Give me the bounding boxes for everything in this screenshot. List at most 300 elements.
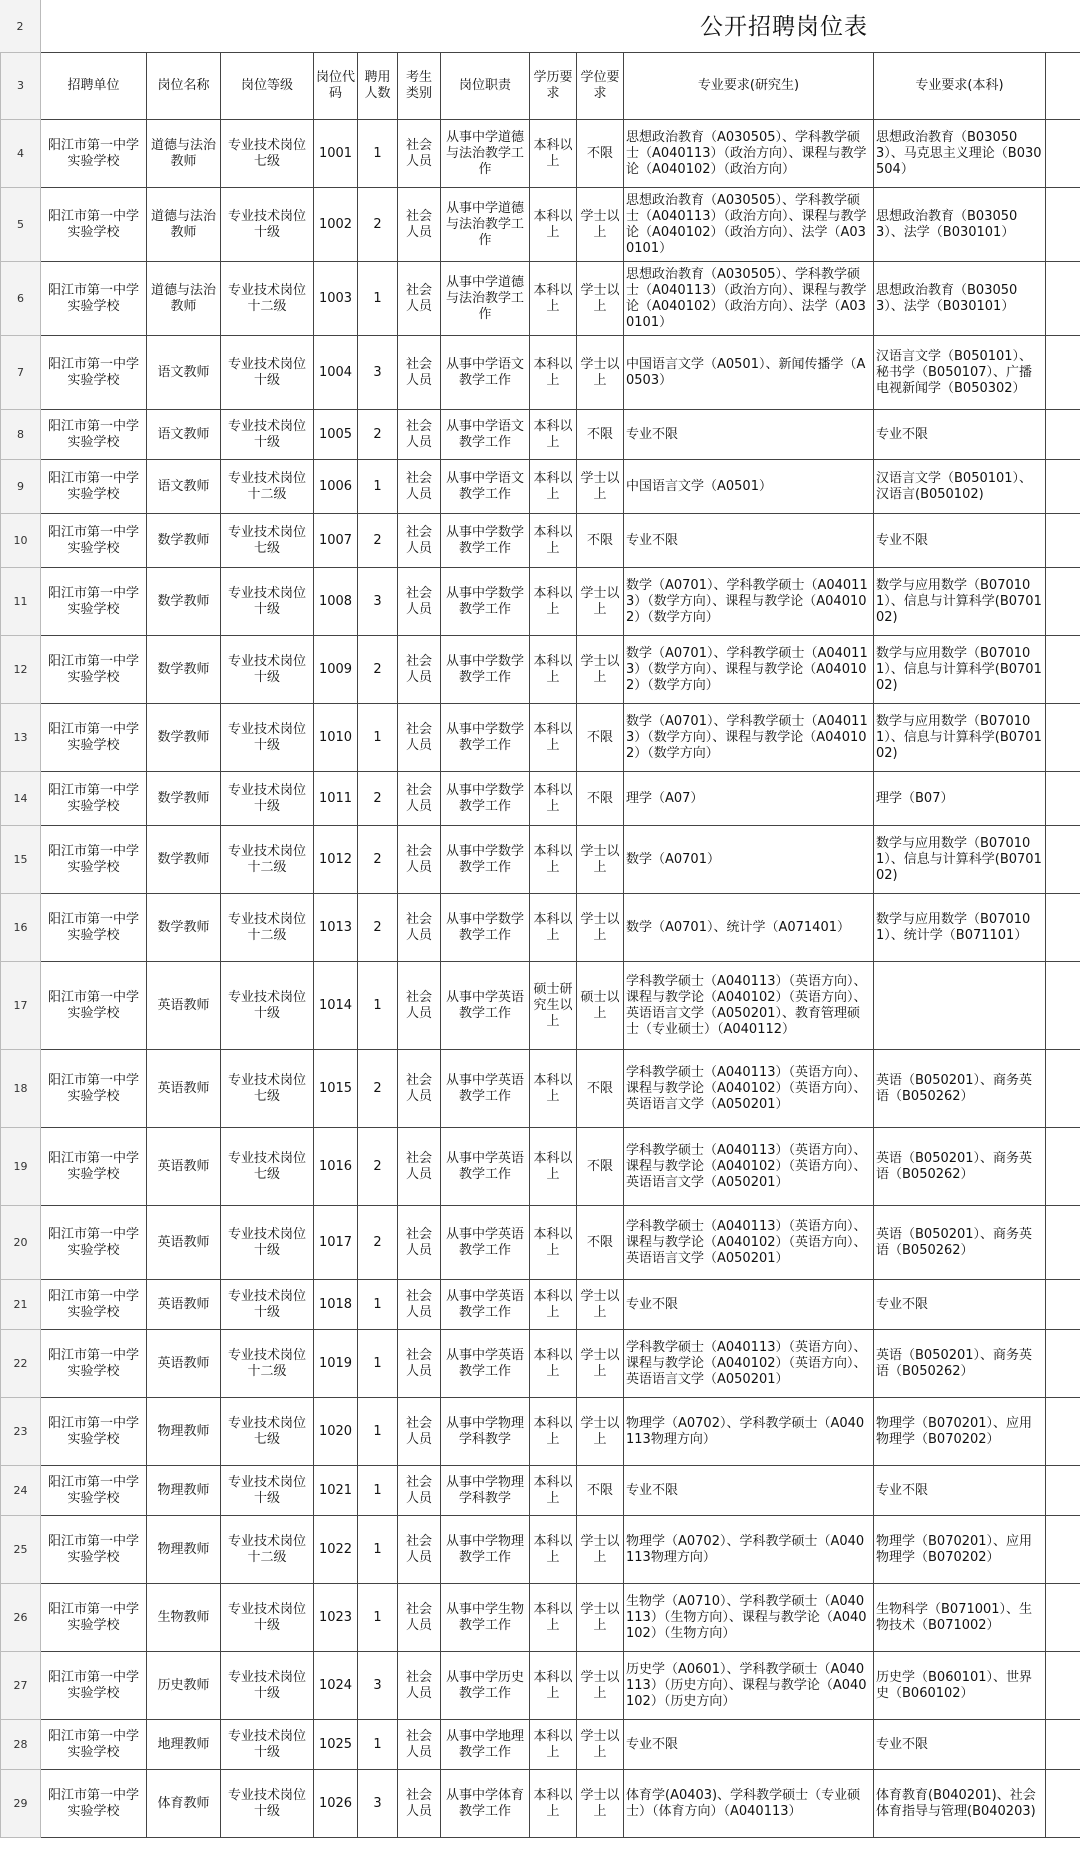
empty-cell (1046, 962, 1080, 1050)
grad-major-cell: 专业不限 (624, 514, 874, 568)
education-cell: 本科以上 (530, 568, 577, 636)
grad-major-cell: 中国语言文学（A0501）、新闻传播学（A0503） (624, 336, 874, 410)
count-cell: 2 (358, 1050, 398, 1128)
duty-cell: 从事中学道德与法治教学工作 (441, 262, 530, 336)
position-cell: 数学教师 (147, 894, 221, 962)
code-cell: 1008 (314, 568, 358, 636)
degree-cell: 不限 (577, 1466, 624, 1516)
position-cell: 数学教师 (147, 826, 221, 894)
duty-cell: 从事中学英语教学工作 (441, 1206, 530, 1280)
count-cell: 2 (358, 1206, 398, 1280)
row-number: 9 (1, 460, 41, 514)
level-cell: 专业技术岗位十级 (221, 1206, 314, 1280)
grad-major-cell: 数学（A0701）、学科教学硕士（A040113）（数学方向）、课程与教学论（A040102）（数学方向） (624, 636, 874, 704)
level-cell: 专业技术岗位十级 (221, 1466, 314, 1516)
duty-cell: 从事中学英语教学工作 (441, 1128, 530, 1206)
empty-cell (1046, 1720, 1080, 1770)
degree-cell: 学士以上 (577, 1584, 624, 1652)
empty-cell (1046, 1398, 1080, 1466)
count-cell: 2 (358, 410, 398, 460)
empty-cell (1046, 1330, 1080, 1398)
position-cell: 英语教师 (147, 1128, 221, 1206)
code-cell: 1001 (314, 120, 358, 188)
code-cell: 1015 (314, 1050, 358, 1128)
category-cell: 社会人员 (398, 1652, 441, 1720)
table-row (1, 1652, 1080, 1720)
row-number: 13 (1, 704, 41, 772)
duty-cell: 从事中学物理学科教学 (441, 1398, 530, 1466)
count-cell: 1 (358, 1280, 398, 1330)
category-cell: 社会人员 (398, 1280, 441, 1330)
level-cell: 专业技术岗位十级 (221, 1720, 314, 1770)
position-cell: 道德与法治教师 (147, 262, 221, 336)
education-cell: 本科以上 (530, 262, 577, 336)
table-row (1, 514, 1080, 568)
table-row (1, 262, 1080, 336)
level-cell: 专业技术岗位十级 (221, 636, 314, 704)
duty-cell: 从事中学英语教学工作 (441, 1330, 530, 1398)
grad-major-cell: 思想政治教育（A030505）、学科教学硕士（A040113）（政治方向）、课程与教学论（A040102）（政治方向）、法学（A030101） (624, 262, 874, 336)
header-cell: 招聘单位 (41, 53, 147, 120)
code-cell: 1002 (314, 188, 358, 262)
empty-cell (1046, 826, 1080, 894)
table-row (1, 636, 1080, 704)
duty-cell: 从事中学英语教学工作 (441, 962, 530, 1050)
row-number: 19 (1, 1128, 41, 1206)
level-cell: 专业技术岗位十级 (221, 1280, 314, 1330)
duty-cell: 从事中学英语教学工作 (441, 1280, 530, 1330)
level-cell: 专业技术岗位十级 (221, 1652, 314, 1720)
undergrad-major-cell: 专业不限 (874, 410, 1046, 460)
header-cell: 考生类别 (398, 53, 441, 120)
code-cell: 1011 (314, 772, 358, 826)
position-cell: 英语教师 (147, 1050, 221, 1128)
position-cell: 数学教师 (147, 704, 221, 772)
row-number: 25 (1, 1516, 41, 1584)
count-cell: 1 (358, 1516, 398, 1584)
undergrad-major-cell: 数学与应用数学（B070101）、信息与计算科学(B070102) (874, 636, 1046, 704)
duty-cell: 从事中学语文教学工作 (441, 410, 530, 460)
education-cell: 本科以上 (530, 1770, 577, 1838)
position-cell: 数学教师 (147, 568, 221, 636)
level-cell: 专业技术岗位十二级 (221, 894, 314, 962)
empty-cell (1046, 1466, 1080, 1516)
level-cell: 专业技术岗位十二级 (221, 1330, 314, 1398)
grad-major-cell: 学科教学硕士（A040113）（英语方向）、课程与教学论（A040102）（英语方向）、英语语言文学（A050201）、教育管理硕士（专业硕士）（A040112） (624, 962, 874, 1050)
education-cell: 本科以上 (530, 514, 577, 568)
education-cell: 本科以上 (530, 1466, 577, 1516)
recruitment-table (0, 52, 1080, 1838)
table-row (1, 772, 1080, 826)
degree-cell: 学士以上 (577, 1398, 624, 1466)
empty-cell (1046, 568, 1080, 636)
undergrad-major-cell: 数学与应用数学（B070101）、信息与计算科学(B070102) (874, 826, 1046, 894)
table-row (1, 1206, 1080, 1280)
category-cell: 社会人员 (398, 1330, 441, 1398)
unit-cell: 阳江市第一中学实验学校 (41, 1128, 147, 1206)
duty-cell: 从事中学数学教学工作 (441, 514, 530, 568)
code-cell: 1014 (314, 962, 358, 1050)
grad-major-cell: 体育学(A0403)、学科教学硕士（专业硕士）（体育方向）（A040113） (624, 1770, 874, 1838)
empty-cell (1046, 410, 1080, 460)
position-cell: 英语教师 (147, 1280, 221, 1330)
degree-cell: 学士以上 (577, 1720, 624, 1770)
unit-cell: 阳江市第一中学实验学校 (41, 262, 147, 336)
row-number: 29 (1, 1770, 41, 1838)
grad-major-cell: 物理学（A0702）、学科教学硕士（A040113物理方向） (624, 1516, 874, 1584)
row-number: 28 (1, 1720, 41, 1770)
unit-cell: 阳江市第一中学实验学校 (41, 1050, 147, 1128)
count-cell: 1 (358, 1720, 398, 1770)
education-cell: 本科以上 (530, 1280, 577, 1330)
row-number: 21 (1, 1280, 41, 1330)
undergrad-major-cell: 物理学（B070201）、应用物理学（B070202） (874, 1516, 1046, 1584)
undergrad-major-cell: 体育教育(B040201)、社会体育指导与管理(B040203) (874, 1770, 1046, 1838)
category-cell: 社会人员 (398, 460, 441, 514)
header-cell: 学历要求 (530, 53, 577, 120)
empty-cell (1046, 772, 1080, 826)
degree-cell: 不限 (577, 704, 624, 772)
degree-cell: 学士以上 (577, 568, 624, 636)
undergrad-major-cell: 汉语言文学（B050101）、秘书学（B050107）、广播电视新闻学（B050302） (874, 336, 1046, 410)
unit-cell: 阳江市第一中学实验学校 (41, 460, 147, 514)
undergrad-major-cell: 思想政治教育（B030503）、法学（B030101） (874, 262, 1046, 336)
category-cell: 社会人员 (398, 120, 441, 188)
table-row (1, 894, 1080, 962)
table-row (1, 704, 1080, 772)
degree-cell: 不限 (577, 1128, 624, 1206)
duty-cell: 从事中学道德与法治教学工作 (441, 120, 530, 188)
duty-cell: 从事中学生物教学工作 (441, 1584, 530, 1652)
count-cell: 3 (358, 568, 398, 636)
unit-cell: 阳江市第一中学实验学校 (41, 962, 147, 1050)
undergrad-major-cell: 专业不限 (874, 1280, 1046, 1330)
unit-cell: 阳江市第一中学实验学校 (41, 514, 147, 568)
count-cell: 2 (358, 826, 398, 894)
unit-cell: 阳江市第一中学实验学校 (41, 1466, 147, 1516)
education-cell: 本科以上 (530, 460, 577, 514)
unit-cell: 阳江市第一中学实验学校 (41, 568, 147, 636)
grad-major-cell: 思想政治教育（A030505）、学科教学硕士（A040113）（政治方向）、课程与教学论（A040102）（政治方向）、法学（A030101） (624, 188, 874, 262)
code-cell: 1017 (314, 1206, 358, 1280)
empty-cell (1046, 1652, 1080, 1720)
duty-cell: 从事中学物理教学工作 (441, 1516, 530, 1584)
empty-cell (1046, 1280, 1080, 1330)
code-cell: 1023 (314, 1584, 358, 1652)
undergrad-major-cell: 英语（B050201）、商务英语（B050262） (874, 1330, 1046, 1398)
code-cell: 1024 (314, 1652, 358, 1720)
header-cell: 学位要求 (577, 53, 624, 120)
undergrad-major-cell: 英语（B050201）、商务英语（B050262） (874, 1206, 1046, 1280)
position-cell: 数学教师 (147, 514, 221, 568)
undergrad-major-cell: 历史学（B060101）、世界史（B060102） (874, 1652, 1046, 1720)
duty-cell: 从事中学英语教学工作 (441, 1050, 530, 1128)
count-cell: 1 (358, 962, 398, 1050)
level-cell: 专业技术岗位十级 (221, 704, 314, 772)
unit-cell: 阳江市第一中学实验学校 (41, 1652, 147, 1720)
category-cell: 社会人员 (398, 772, 441, 826)
unit-cell: 阳江市第一中学实验学校 (41, 826, 147, 894)
education-cell: 本科以上 (530, 1398, 577, 1466)
code-cell: 1006 (314, 460, 358, 514)
count-cell: 3 (358, 1652, 398, 1720)
grad-major-cell: 专业不限 (624, 1466, 874, 1516)
table-row (1, 336, 1080, 410)
undergrad-major-cell: 生物科学（B071001）、生物技术（B071002） (874, 1584, 1046, 1652)
unit-cell: 阳江市第一中学实验学校 (41, 410, 147, 460)
level-cell: 专业技术岗位七级 (221, 1128, 314, 1206)
table-row (1, 188, 1080, 262)
unit-cell: 阳江市第一中学实验学校 (41, 894, 147, 962)
undergrad-major-cell: 思想政治教育（B030503）、马克思主义理论（B030504） (874, 120, 1046, 188)
grad-major-cell: 历史学（A0601）、学科教学硕士（A040113）（历史方向）、课程与教学论（A040102）（历史方向） (624, 1652, 874, 1720)
header-cell: 专业要求(本科) (874, 53, 1046, 120)
category-cell: 社会人员 (398, 336, 441, 410)
position-cell: 物理教师 (147, 1398, 221, 1466)
table-row (1, 1050, 1080, 1128)
category-cell: 社会人员 (398, 188, 441, 262)
unit-cell: 阳江市第一中学实验学校 (41, 1280, 147, 1330)
unit-cell: 阳江市第一中学实验学校 (41, 1398, 147, 1466)
position-cell: 地理教师 (147, 1720, 221, 1770)
row-number: 4 (1, 120, 41, 188)
code-cell: 1004 (314, 336, 358, 410)
undergrad-major-cell: 汉语言文学（B050101）、汉语言(B050102) (874, 460, 1046, 514)
degree-cell: 学士以上 (577, 460, 624, 514)
unit-cell: 阳江市第一中学实验学校 (41, 1584, 147, 1652)
education-cell: 本科以上 (530, 1128, 577, 1206)
level-cell: 专业技术岗位十二级 (221, 1516, 314, 1584)
education-cell: 本科以上 (530, 1330, 577, 1398)
level-cell: 专业技术岗位十级 (221, 1770, 314, 1838)
table-row (1, 1516, 1080, 1584)
degree-cell: 学士以上 (577, 1280, 624, 1330)
category-cell: 社会人员 (398, 1516, 441, 1584)
grad-major-cell: 数学（A0701）、统计学（A071401） (624, 894, 874, 962)
category-cell: 社会人员 (398, 704, 441, 772)
grad-major-cell: 理学（A07） (624, 772, 874, 826)
empty-cell (1046, 704, 1080, 772)
level-cell: 专业技术岗位十二级 (221, 826, 314, 894)
education-cell: 本科以上 (530, 1652, 577, 1720)
education-cell: 本科以上 (530, 772, 577, 826)
undergrad-major-cell: 物理学（B070201）、应用物理学（B070202） (874, 1398, 1046, 1466)
grad-major-cell: 学科教学硕士（A040113）（英语方向）、课程与教学论（A040102）（英语方向）、英语语言文学（A050201） (624, 1128, 874, 1206)
degree-cell: 学士以上 (577, 636, 624, 704)
position-cell: 道德与法治教师 (147, 120, 221, 188)
table-row (1, 962, 1080, 1050)
level-cell: 专业技术岗位十级 (221, 336, 314, 410)
code-cell: 1019 (314, 1330, 358, 1398)
header-cell: 岗位职责 (441, 53, 530, 120)
row-number: 10 (1, 514, 41, 568)
undergrad-major-cell: 理学（B07） (874, 772, 1046, 826)
unit-cell: 阳江市第一中学实验学校 (41, 636, 147, 704)
duty-cell: 从事中学数学教学工作 (441, 704, 530, 772)
count-cell: 1 (358, 1584, 398, 1652)
unit-cell: 阳江市第一中学实验学校 (41, 120, 147, 188)
position-cell: 物理教师 (147, 1466, 221, 1516)
duty-cell: 从事中学地理教学工作 (441, 1720, 530, 1770)
category-cell: 社会人员 (398, 962, 441, 1050)
education-cell: 本科以上 (530, 410, 577, 460)
table-row (1, 568, 1080, 636)
level-cell: 专业技术岗位十二级 (221, 460, 314, 514)
position-cell: 道德与法治教师 (147, 188, 221, 262)
level-cell: 专业技术岗位七级 (221, 1398, 314, 1466)
count-cell: 1 (358, 120, 398, 188)
unit-cell: 阳江市第一中学实验学校 (41, 1770, 147, 1838)
row-number: 3 (1, 53, 41, 120)
code-cell: 1005 (314, 410, 358, 460)
empty-cell (1046, 1206, 1080, 1280)
degree-cell: 学士以上 (577, 894, 624, 962)
code-cell: 1003 (314, 262, 358, 336)
position-cell: 数学教师 (147, 772, 221, 826)
level-cell: 专业技术岗位七级 (221, 120, 314, 188)
table-row (1, 1584, 1080, 1652)
table-row (1, 460, 1080, 514)
row-number: 22 (1, 1330, 41, 1398)
row-number: 18 (1, 1050, 41, 1128)
position-cell: 语文教师 (147, 460, 221, 514)
empty-cell (1046, 1128, 1080, 1206)
count-cell: 2 (358, 514, 398, 568)
category-cell: 社会人员 (398, 568, 441, 636)
duty-cell: 从事中学历史教学工作 (441, 1652, 530, 1720)
empty-cell (1046, 188, 1080, 262)
code-cell: 1018 (314, 1280, 358, 1330)
degree-cell: 不限 (577, 1206, 624, 1280)
education-cell: 本科以上 (530, 188, 577, 262)
position-cell: 英语教师 (147, 962, 221, 1050)
unit-cell: 阳江市第一中学实验学校 (41, 1206, 147, 1280)
level-cell: 专业技术岗位十级 (221, 568, 314, 636)
category-cell: 社会人员 (398, 894, 441, 962)
category-cell: 社会人员 (398, 514, 441, 568)
education-cell: 本科以上 (530, 636, 577, 704)
count-cell: 1 (358, 1330, 398, 1398)
code-cell: 1012 (314, 826, 358, 894)
duty-cell: 从事中学物理学科教学 (441, 1466, 530, 1516)
category-cell: 社会人员 (398, 1398, 441, 1466)
row-number: 26 (1, 1584, 41, 1652)
degree-cell: 不限 (577, 772, 624, 826)
empty-cell (1046, 262, 1080, 336)
level-cell: 专业技术岗位十二级 (221, 262, 314, 336)
category-cell: 社会人员 (398, 1770, 441, 1838)
duty-cell: 从事中学数学教学工作 (441, 568, 530, 636)
position-cell: 历史教师 (147, 1652, 221, 1720)
empty-cell (1046, 636, 1080, 704)
header-cell: 岗位等级 (221, 53, 314, 120)
table-row (1, 1398, 1080, 1466)
duty-cell: 从事中学数学教学工作 (441, 894, 530, 962)
code-cell: 1021 (314, 1466, 358, 1516)
duty-cell: 从事中学体育教学工作 (441, 1770, 530, 1838)
duty-cell: 从事中学语文教学工作 (441, 336, 530, 410)
position-cell: 体育教师 (147, 1770, 221, 1838)
row-number: 16 (1, 894, 41, 962)
degree-cell: 学士以上 (577, 188, 624, 262)
count-cell: 2 (358, 188, 398, 262)
education-cell: 本科以上 (530, 826, 577, 894)
code-cell: 1026 (314, 1770, 358, 1838)
code-cell: 1022 (314, 1516, 358, 1584)
education-cell: 本科以上 (530, 1050, 577, 1128)
header-cell: 岗位代码 (314, 53, 358, 120)
code-cell: 1007 (314, 514, 358, 568)
row-number: 7 (1, 336, 41, 410)
grad-major-cell: 学科教学硕士（A040113）（英语方向）、课程与教学论（A040102）（英语方向）、英语语言文学（A050201） (624, 1050, 874, 1128)
duty-cell: 从事中学语文教学工作 (441, 460, 530, 514)
degree-cell: 硕士以上 (577, 962, 624, 1050)
undergrad-major-cell: 思想政治教育（B030503）、法学（B030101） (874, 188, 1046, 262)
undergrad-major-cell: 英语（B050201）、商务英语（B050262） (874, 1050, 1046, 1128)
unit-cell: 阳江市第一中学实验学校 (41, 336, 147, 410)
category-cell: 社会人员 (398, 1050, 441, 1128)
education-cell: 本科以上 (530, 1720, 577, 1770)
empty-cell (1046, 120, 1080, 188)
position-cell: 语文教师 (147, 410, 221, 460)
grad-major-cell: 专业不限 (624, 1280, 874, 1330)
grad-major-cell: 思想政治教育（A030505）、学科教学硕士（A040113）（政治方向）、课程与教学论（A040102）（政治方向） (624, 120, 874, 188)
degree-cell: 学士以上 (577, 1516, 624, 1584)
count-cell: 3 (358, 336, 398, 410)
count-cell: 1 (358, 704, 398, 772)
empty-cell (1046, 894, 1080, 962)
table-row (1, 1770, 1080, 1838)
position-cell: 数学教师 (147, 636, 221, 704)
position-cell: 物理教师 (147, 1516, 221, 1584)
category-cell: 社会人员 (398, 1720, 441, 1770)
undergrad-major-cell: 数学与应用数学（B070101）、统计学（B071101） (874, 894, 1046, 962)
grad-major-cell: 中国语言文学（A0501） (624, 460, 874, 514)
degree-cell: 学士以上 (577, 336, 624, 410)
table-row (1, 1128, 1080, 1206)
degree-cell: 学士以上 (577, 826, 624, 894)
row-number: 17 (1, 962, 41, 1050)
table-row (1, 826, 1080, 894)
table-row (1, 1280, 1080, 1330)
duty-cell: 从事中学数学教学工作 (441, 826, 530, 894)
code-cell: 1020 (314, 1398, 358, 1466)
unit-cell: 阳江市第一中学实验学校 (41, 772, 147, 826)
category-cell: 社会人员 (398, 826, 441, 894)
undergrad-major-cell: 数学与应用数学（B070101）、信息与计算科学(B070102) (874, 568, 1046, 636)
grad-major-cell: 学科教学硕士（A040113）（英语方向）、课程与教学论（A040102）（英语方向）、英语语言文学（A050201） (624, 1330, 874, 1398)
level-cell: 专业技术岗位七级 (221, 514, 314, 568)
grad-major-cell: 数学（A0701）、学科教学硕士（A040113）（数学方向）、课程与教学论（A040102）（数学方向） (624, 704, 874, 772)
degree-cell: 学士以上 (577, 1330, 624, 1398)
row-number: 6 (1, 262, 41, 336)
duty-cell: 从事中学道德与法治教学工作 (441, 188, 530, 262)
table-row (1, 1466, 1080, 1516)
row-number: 23 (1, 1398, 41, 1466)
empty-cell (1046, 1584, 1080, 1652)
undergrad-major-cell: 专业不限 (874, 1466, 1046, 1516)
code-cell: 1013 (314, 894, 358, 962)
table-body (1, 120, 1080, 1838)
row-number: 5 (1, 188, 41, 262)
count-cell: 1 (358, 1466, 398, 1516)
level-cell: 专业技术岗位十级 (221, 772, 314, 826)
header-cell: 专业要求(研究生) (624, 53, 874, 120)
count-cell: 1 (358, 460, 398, 514)
count-cell: 1 (358, 1398, 398, 1466)
count-cell: 2 (358, 636, 398, 704)
count-cell: 1 (358, 262, 398, 336)
